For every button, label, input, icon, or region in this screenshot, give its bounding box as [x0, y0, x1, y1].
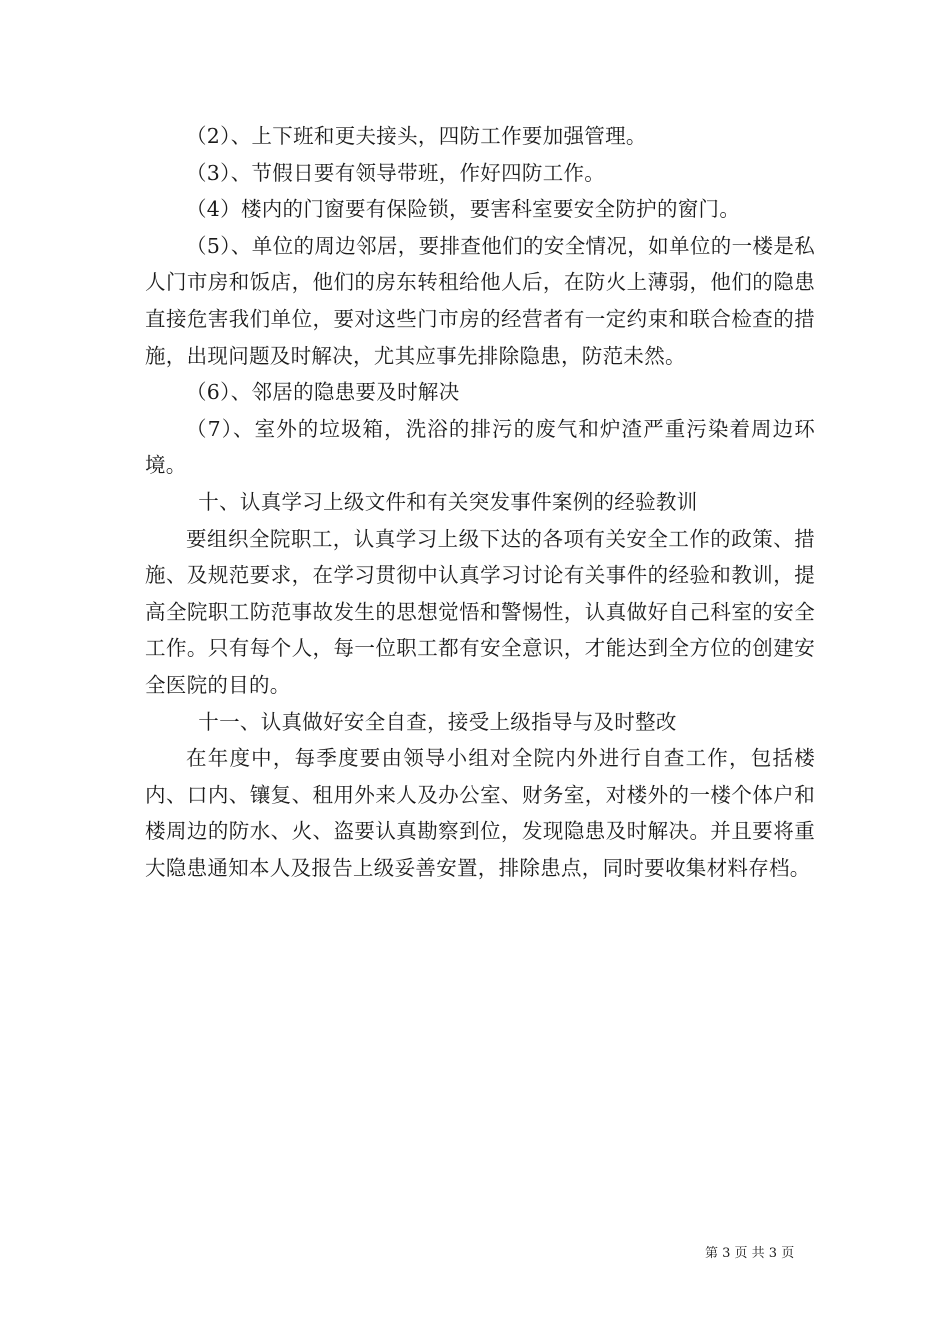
paragraph-item-7: （7）、室外的垃圾箱，洗浴的排污的废气和炉渣严重污染着周边环境。 — [145, 416, 815, 478]
paragraph-item-6: （6）、邻居的隐患要及时解决 — [186, 380, 460, 405]
page-number-footer: 第 3 页 共 3 页 — [705, 1246, 795, 1261]
paragraph-item-5: （5）、单位的周边邻居，要排查他们的安全情况，如单位的一楼是私人门市房和饭店，他们的房东转租给他人后，在防火上薄弱，他们的隐患直接危害我们单位，要对这些门市房的经营者有一定约束和联合检查的措施，出现问题及时解决，尤其应事先排除隐患，防范未然。 — [145, 233, 815, 368]
document-body — [145, 118, 815, 886]
section-body-10: 要组织全院职工，认真学习上级下达的各项有关安全工作的政策、措施、及规范要求，在学习贯彻中认真学习讨论有关事件的经验和教训，提高全院职工防范事故发生的思想觉悟和警惕性，认真做好自己科室的安全工作。只有每个人，每一位职工都有安全意识，才能达到全方位的创建安全医院的目的。 — [145, 526, 815, 697]
paragraph-item-2: （2）、上下班和更夫接头，四防工作要加强管理。 — [186, 124, 647, 148]
paragraph-item-3: （3）、节假日要有领导带班，作好四防工作。 — [186, 160, 606, 185]
section-body-11: 在年度中，每季度要由领导小组对全院内外进行自查工作，包括楼内、口内、镶复、租用外来人及办公室、财务室，对楼外的一楼个体户和楼周边的防水、火、盗要认真勘察到位，发现隐患及时解决。并且要将重大隐患通知本人及报告上级妥善安置，排除患点，同时要收集材料存档。 — [145, 746, 815, 880]
paragraph-item-4: （4）楼内的门窗要有保险锁，要害科室要安全防护的窗门。 — [186, 197, 741, 222]
section-heading-10: 十、认真学习上级文件和有关突发事件案例的经验教训 — [198, 489, 698, 514]
section-heading-11: 十一、认真做好安全自查，接受上级指导与及时整改 — [198, 709, 677, 734]
